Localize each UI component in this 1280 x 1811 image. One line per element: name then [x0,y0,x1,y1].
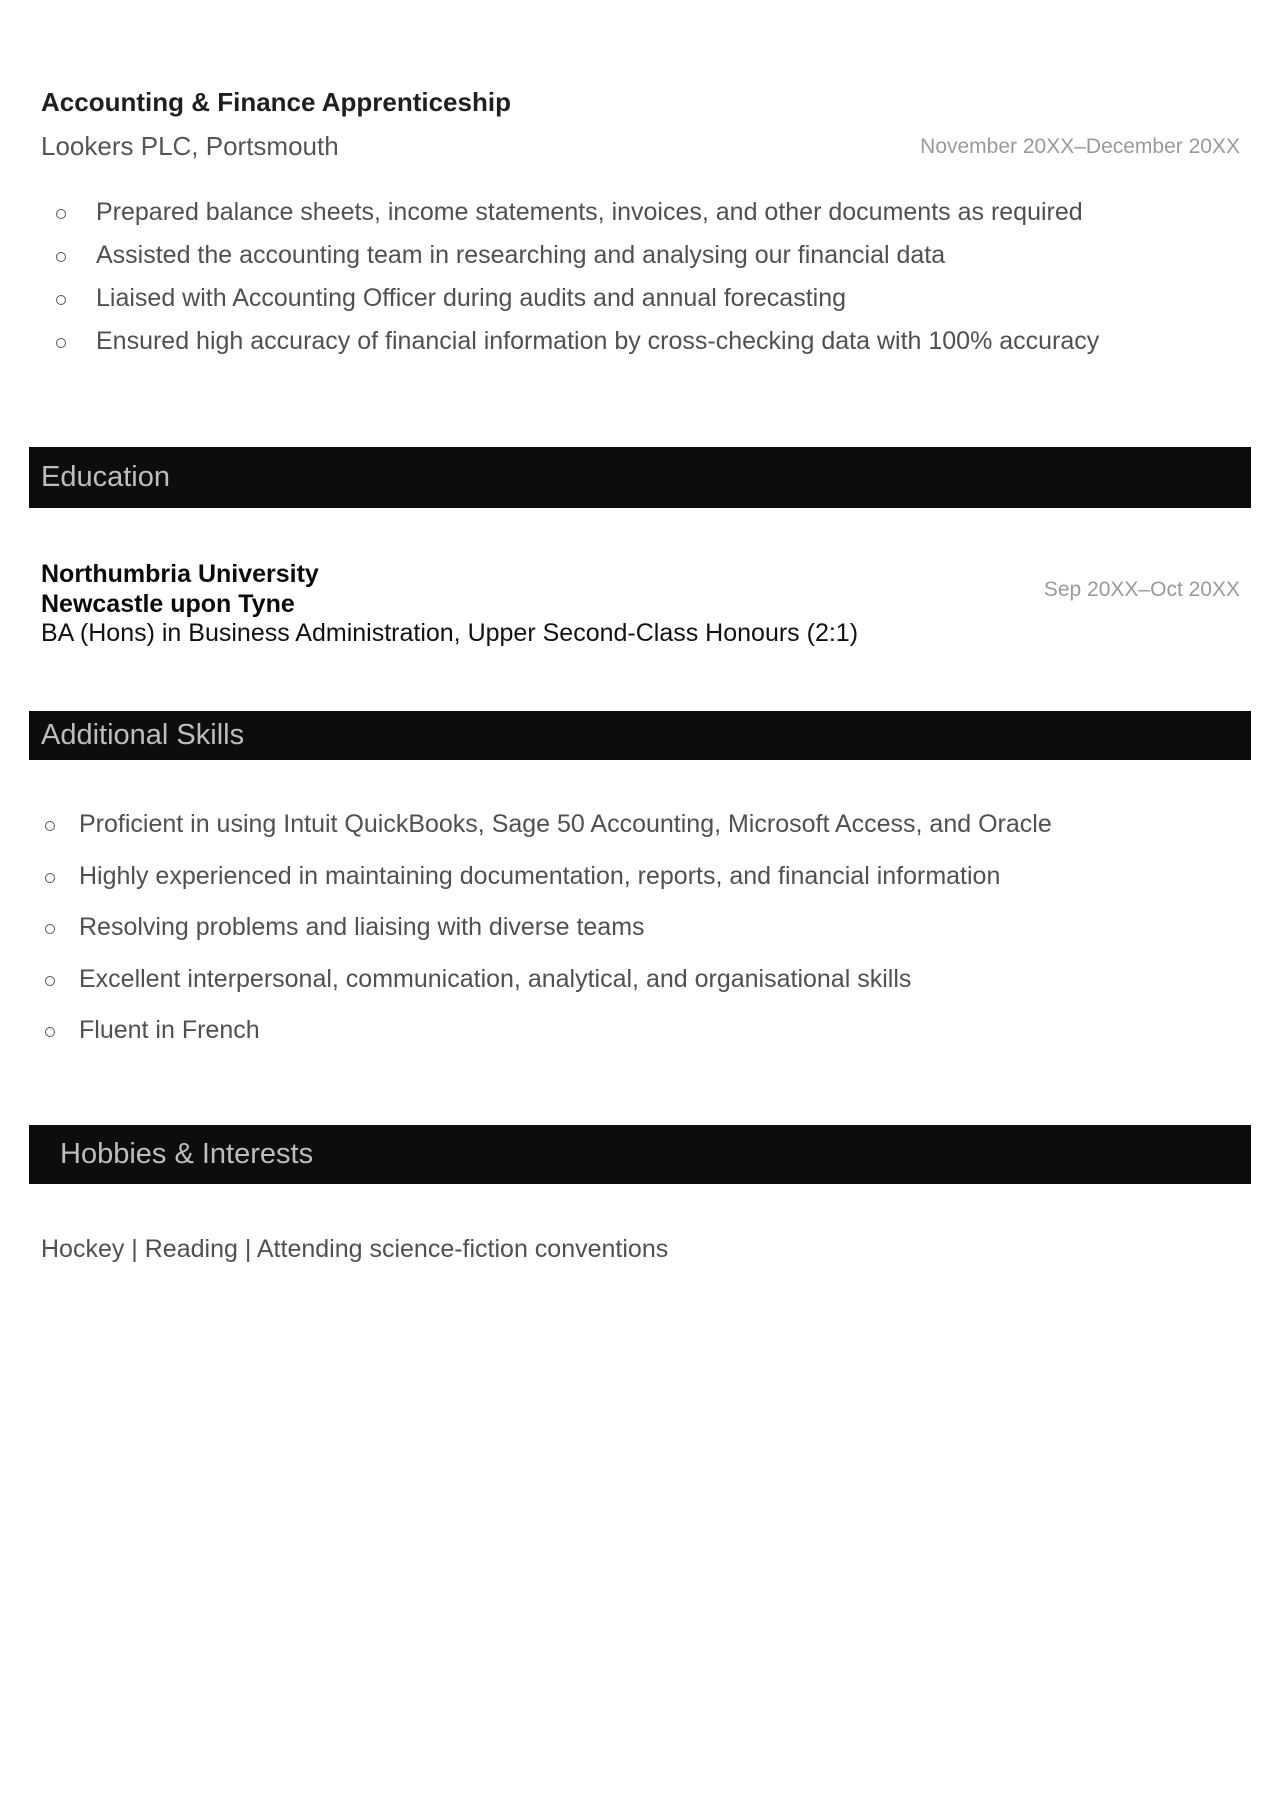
list-item [56,282,1236,325]
list-item-text: Highly experienced in maintaining documentation, reports, and financial information [79,861,1001,890]
education-section-header [29,447,1251,508]
circle-bullet-icon [45,976,55,986]
job-responsibilities-list [56,196,1236,368]
list-item-text: Proficient in using Intuit QuickBooks, Sage 50 Accounting, Microsoft Access, and Oracle [79,810,1052,838]
education-degree: BA (Hons) in Business Administration, Upper Second-Class Honours (2:1) [41,619,859,647]
education-dates: Sep 20XX–Oct 20XX [1043,578,1240,601]
circle-bullet-icon [45,924,55,934]
hobbies-section-header [29,1125,1251,1184]
list-item [45,963,1235,1015]
list-item [45,860,1235,912]
circle-bullet-icon [45,821,55,831]
section-heading: Additional Skills [41,719,245,751]
list-item-text: Ensured high accuracy of financial information by cross-checking data with 100% accuracy [96,327,1100,355]
skills-section-header [29,711,1251,760]
circle-bullet-icon [56,209,66,219]
list-item [56,239,1236,282]
list-item [56,325,1236,368]
circle-bullet-icon [56,252,66,262]
list-item [45,1014,1235,1066]
list-item-text: Excellent interpersonal, communication, analytical, and organisational skills [79,964,912,993]
section-heading: Education [41,461,170,493]
list-item-text: Liaised with Accounting Officer during audits and annual forecasting [96,284,847,312]
education-school: Northumbria University [41,560,319,588]
job-dates: November 20XX–December 20XX [920,135,1240,158]
hobbies-text: Hockey | Reading | Attending science-fiction conventions [41,1235,669,1263]
skills-list [45,808,1235,1066]
section-heading: Hobbies & Interests [60,1138,314,1170]
circle-bullet-icon [45,1027,55,1037]
circle-bullet-icon [45,873,55,883]
education-location: Newcastle upon Tyne [41,590,295,618]
list-item [56,196,1236,239]
list-item-text: Resolving problems and liaising with diverse teams [79,913,645,941]
list-item [45,911,1235,963]
list-item-text: Prepared balance sheets, income statements, invoices, and other documents as required [96,198,1083,226]
list-item-text: Fluent in French [79,1016,260,1044]
circle-bullet-icon [56,295,66,305]
list-item-text: Assisted the accounting team in researching and analysing our financial data [96,241,946,269]
job-title: Accounting & Finance Apprenticeship [41,87,511,117]
job-company: Lookers PLC, Portsmouth [41,131,339,161]
circle-bullet-icon [56,338,66,348]
list-item [45,808,1235,860]
